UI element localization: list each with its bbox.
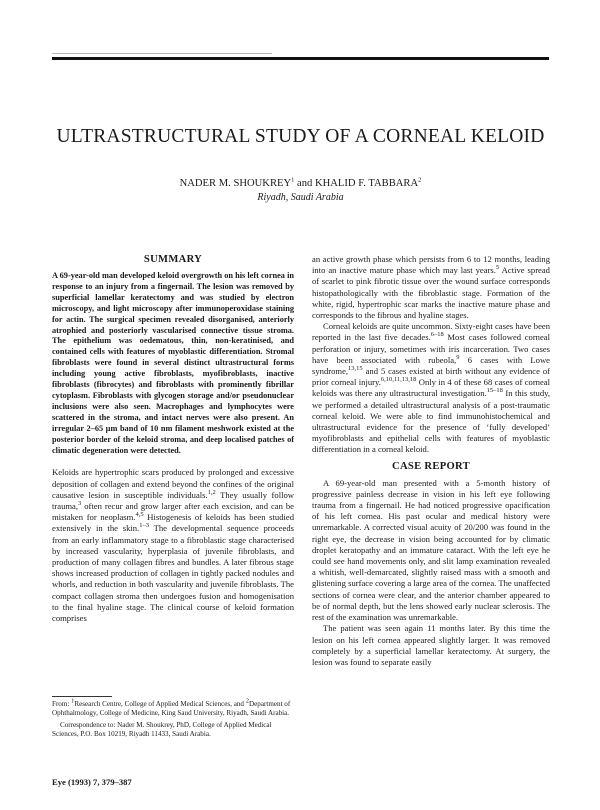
- ref-sup: 6,10,11,13,18: [380, 376, 417, 384]
- intro-paragraph: [52, 467, 294, 624]
- ref-sup: 6–18: [430, 331, 444, 339]
- footnote-from: From:: [52, 700, 72, 708]
- right-text-h: In this study, we performed a detailed ultrastructural analysis of a post-traumatic corneal keloid. We were able to find immunohistochemical and ultrastructural evidence for the presence of ‘fully developed’ myofibroblasts and epithelial cells with features of myoblastic differentiation in a corneal keloid.: [312, 388, 550, 455]
- right-text-a: an active growth phase which persists from 6 to 12 months, leading into an inactive mature phase which may last years.: [312, 254, 550, 276]
- author-1: NADER M. SHOUKREY: [179, 178, 292, 189]
- intro-text-a: Keloids are hypertrophic scars produced by prolonged and excessive deposition of collagen and extend beyond the confines of the original causative lesion in susceptible individuals.: [52, 467, 294, 500]
- article-title: ULTRASTRUCTURAL STUDY OF A CORNEAL KELOID: [56, 126, 545, 147]
- author-line: [52, 178, 549, 189]
- footnote-rule: [52, 696, 112, 697]
- intro-text-b: They usually follow trauma,: [52, 489, 294, 512]
- ref-sup: 9: [456, 353, 460, 361]
- ref-sup: 15–18: [486, 387, 503, 395]
- footnote-sup-1: 1: [71, 697, 75, 705]
- author-1-sup: 1: [291, 176, 295, 184]
- footnote-affiliations: [52, 697, 294, 718]
- author-2-sup: 2: [418, 176, 422, 184]
- affiliation: Riyadh, Saudi Arabia: [257, 192, 344, 203]
- author-2: KHALID F. TABBARA: [314, 178, 419, 189]
- intro-text-c: often recur and grow larger after each excision, and can be mistaken for neoplasm.: [52, 501, 294, 523]
- footnote-text-2: Department of Ophthalmology, College of Medicine, King Saud University, Riyadh, Saudi Arabia.: [52, 700, 291, 717]
- header-faint-rule: [52, 53, 272, 54]
- footnote-sup-2: 2: [245, 697, 250, 705]
- ref-sup: 1–3: [139, 522, 149, 530]
- ref-sup: 5: [495, 264, 500, 272]
- case-paragraph-1: A 69-year-old man presented with a 5-month history of progressive painless decrease in vision in his left eye following trauma from a fingernail. He had noticed progressive opacification of his left cornea. His past ocular and medical history were unremarkable. A corrected visual acuity of 20/200 was found in the right eye, the decrease in vision being accounted for by climatic droplet keratopathy and an immature cataract. With the left eye he could see hand movements only, and slit lamp examination revealed a whitish, well-demarcated, slightly raised mass with a smooth and glistening surface covering a large area of the cornea. The unaffected sections of cornea were clear, and the anterior chamber appeared to be of normal depth, but the lens showed early nuclear sclerosis. The rest of the examination was unremarkable.: [312, 477, 550, 623]
- intro-text-e: The developmental sequence proceeds from an early inflammatory stage to a fibroblastic stage characterised by increased vascularity, hyperplasia of juvenile fibroblasts, and production of many collagen fibres and bundles. A later fibrous stage shows increased production of collagen in tightly packed nodules and whorls, and reduction in both vascularity and juvenile fibroblasts. The compact collagen stroma then undergoes fusion and homogenisation to the final hyaline stage. The clinical course of keloid formation comprises: [52, 523, 294, 624]
- right-paragraph-1: [312, 254, 550, 321]
- case-paragraph-2: The patient was seen again 11 months later. By this time the lesion on his left cornea appeared slightly larger. It was removed completely by a superficial lamellar keratectomy. At surgery, the lesion was found to separate easily: [312, 623, 550, 667]
- ref-sup: 3: [78, 500, 82, 508]
- right-text-c: Corneal keloids are quite uncommon. Sixty-eight cases have been reported in the last five decades.: [312, 321, 550, 343]
- left-column: [52, 254, 294, 624]
- right-column: [312, 254, 550, 668]
- journal-citation: Eye (1993) 7, 379–387: [52, 777, 132, 787]
- ref-sup: 13,15: [348, 365, 363, 373]
- footnote-correspondence: Correspondence to: Nader M. Shoukrey, PhD, College of Applied Medical Sciences, P.O. Box 10219, Riyadh 11433, Saudi Arabia.: [52, 721, 272, 738]
- right-text-d: Most cases followed corneal perforation or injury, sometimes with iris incarceration. Two cases have been associated with rubeola,: [312, 332, 550, 365]
- header-rule: [52, 57, 549, 60]
- right-text-e: 6 cases with Lowe syndrome,: [312, 354, 550, 377]
- author-conjunction: and: [294, 178, 315, 189]
- right-text-g: Only in 4 of these 68 cases of corneal keloids was there any ultrastructural investigation.: [312, 377, 550, 399]
- right-text-b: Active spread of scarlet to pink fibrotic tissue over the wound surface corresponds histopathologically with the fibroblastic stage. Formation of the white, rigid, hypertrophic scar marks the inactive mature phase and corresponds to the fibrous and hyaline stages.: [312, 265, 550, 321]
- footnotes: [52, 697, 294, 742]
- footnote-text-1: Research Centre, College of Applied Medical Sciences, and: [74, 700, 246, 708]
- case-report-heading: CASE REPORT: [392, 460, 470, 472]
- right-text-f: and 5 cases existed at birth without any evidence of prior corneal injury.: [312, 366, 550, 388]
- summary-heading: SUMMARY: [143, 254, 203, 265]
- intro-text-d: Histogenesis of keloids has been studied extensively in the skin.: [52, 512, 294, 534]
- summary-text: A 69-year-old man developed keloid overgrowth on his left cornea in response to an injury from a fingernail. The lesion was removed by superficial lamellar keratectomy and was studied by electron microscopy, and light microscopy after immunoperoxidase staining for actin. The surgical specimen revealed disorganised, anteriorly atrophied and posteriorly vascularised connective tissue stroma. The epithelium was oedematous, thin, non-keratinised, and contained cells with features of myoblastic differentiation. Stromal fibroblasts were found in several distinct ultrastructural forms including young active fibroblasts, myofibroblasts, inactive fibroblasts (fibrocytes) and fibroblasts with prominently fibrillar cytoplasm. Fibroblasts with glycogen storage and/or pseudonuclear inclusions were also seen. Macrophages and lymphocytes were scattered in the stroma, and intact nerves were also present. An irregular 2–65 µm band of 10 nm filament meshwork existed at the posterior border of the keloid stroma, and deep localised patches of climatic degeneration were detected.: [52, 271, 294, 455]
- right-paragraph-2: [312, 321, 550, 455]
- ref-sup: 4,5: [135, 511, 144, 519]
- ref-sup: 1,2: [207, 488, 216, 496]
